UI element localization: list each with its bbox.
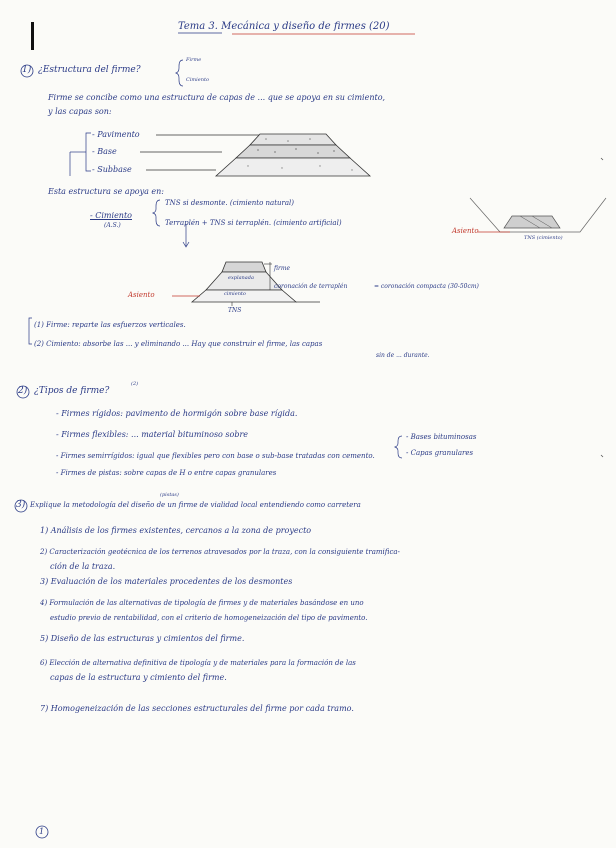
firmes-semirrigidos: - Firmes semirrígidos: igual que flexibles pero con base o sub-base tratadas con cemento. xyxy=(56,452,375,460)
brace xyxy=(176,60,183,86)
intro-line-2: y las capas son: xyxy=(48,107,112,116)
step-6-cont: capas de la estructura y cimiento del firme. xyxy=(50,673,227,682)
step-3: 3) Evaluación de los materiales procedentes de los desmontes xyxy=(40,577,293,586)
note-1: (1) Firme: reparte las esfuerzos verticales. xyxy=(34,321,186,329)
firmes-pistas: - Firmes de pistas: sobre capas de H o entre capas granulares xyxy=(56,469,277,477)
section-2-superscript: (2) xyxy=(131,381,139,387)
subbase-layer xyxy=(216,158,370,176)
cut-firme xyxy=(504,216,560,228)
section-1-number: 1) xyxy=(22,65,32,75)
explanada-label: explanada xyxy=(228,275,254,281)
section-3-number: 3) xyxy=(16,500,26,510)
asiento-right-label: Asiento xyxy=(452,227,479,235)
step-5: 5) Diseño de las estructuras y cimientos del firme. xyxy=(40,634,245,643)
step-7: 7) Homogeneización de las secciones estructurales del firme por cada tramo. xyxy=(40,704,354,713)
firmes-flexibles: - Firmes flexibles: ... material bituminoso sobre xyxy=(56,430,249,439)
tns-bottom-label: TNS xyxy=(228,307,242,314)
section-2-question: ¿Tipos de firme? xyxy=(34,386,110,396)
tns-option: TNS si desmonte. (cimiento natural) xyxy=(165,199,295,207)
capa-note: = coronación compacta (30-50cm) xyxy=(374,283,479,290)
tns-right-label: TNS (cimiento) xyxy=(524,235,563,241)
cimiento-label: - Cimiento xyxy=(90,211,132,220)
embankment-firme xyxy=(222,262,266,272)
brace xyxy=(395,436,402,458)
terraplen-option: Terraplén + TNS si terraplén. (cimiento artificial) xyxy=(165,219,342,227)
pavement-layer xyxy=(250,134,336,145)
note-3: sin de ... durante. xyxy=(376,352,430,359)
cimiento-note: (A.S.) xyxy=(104,222,121,229)
base-layer xyxy=(236,145,350,158)
note-2: (2) Cimiento: absorbe las ... y eliminando ... Hay que construir el firme, las capas xyxy=(34,340,323,348)
side-label-firme: Firme xyxy=(186,57,202,63)
section-3-intro: Explique la metodología del diseño de un firme de vialidad local entendiendo como carretera xyxy=(30,501,361,509)
layer-subbase: - Subbase xyxy=(92,165,132,174)
firmes-rigidos: - Firmes rígidos: pavimento de hormigón sobre base rígida. xyxy=(56,409,298,418)
capas-granulares: - Capas granulares xyxy=(406,449,474,457)
coronacion-label: coronación de terraplén xyxy=(274,283,348,290)
step-2-cont: ción de la traza. xyxy=(50,562,116,571)
section-3-superscript: (pistas) xyxy=(160,492,179,498)
layer-base: - Base xyxy=(92,147,117,156)
page-title: Tema 3. Mecánica y diseño de firmes (20) xyxy=(178,21,390,32)
support-text: Esta estructura se apoya en: xyxy=(48,187,164,196)
step-1: 1) Análisis de los firmes existentes, cercanos a la zona de proyecto xyxy=(40,526,312,535)
page-number: 1 xyxy=(39,827,45,836)
section-2-number: 2) xyxy=(18,386,28,396)
firme-label: firme xyxy=(274,265,291,272)
layer-pavimento: - Pavimento xyxy=(92,130,140,139)
step-4-cont: estudio previo de rentabilidad, con el criterio de homogeneización del tipo de pavimento. xyxy=(50,614,368,622)
asiento-left-label: Asiento xyxy=(128,291,155,299)
intro-line-1: Firme se concibe como una estructura de capas de ... que se apoya en su cimiento, xyxy=(48,93,386,102)
cimiento-diagram-label: cimiento xyxy=(224,291,246,297)
step-6: 6) Elección de alternativa definitiva de tipología y de materiales para la formación de las xyxy=(40,659,356,667)
side-label-cimiento: Cimiento xyxy=(186,77,209,83)
notes-bracket xyxy=(29,318,32,344)
brace xyxy=(153,200,160,226)
step-4: 4) Formulación de las alternativas de tipología de firmes y de materiales basándose en uno xyxy=(40,599,364,607)
bases-bituminosas: - Bases bituminosas xyxy=(406,433,477,441)
layer-bracket xyxy=(86,133,91,171)
margin-mark xyxy=(31,22,34,50)
section-1-question: ¿Estructura del firme? xyxy=(38,65,141,75)
step-2: 2) Caracterización geotécnica de los terrenos atravesados por la traza, con la consiguiente tramifica- xyxy=(40,548,400,556)
